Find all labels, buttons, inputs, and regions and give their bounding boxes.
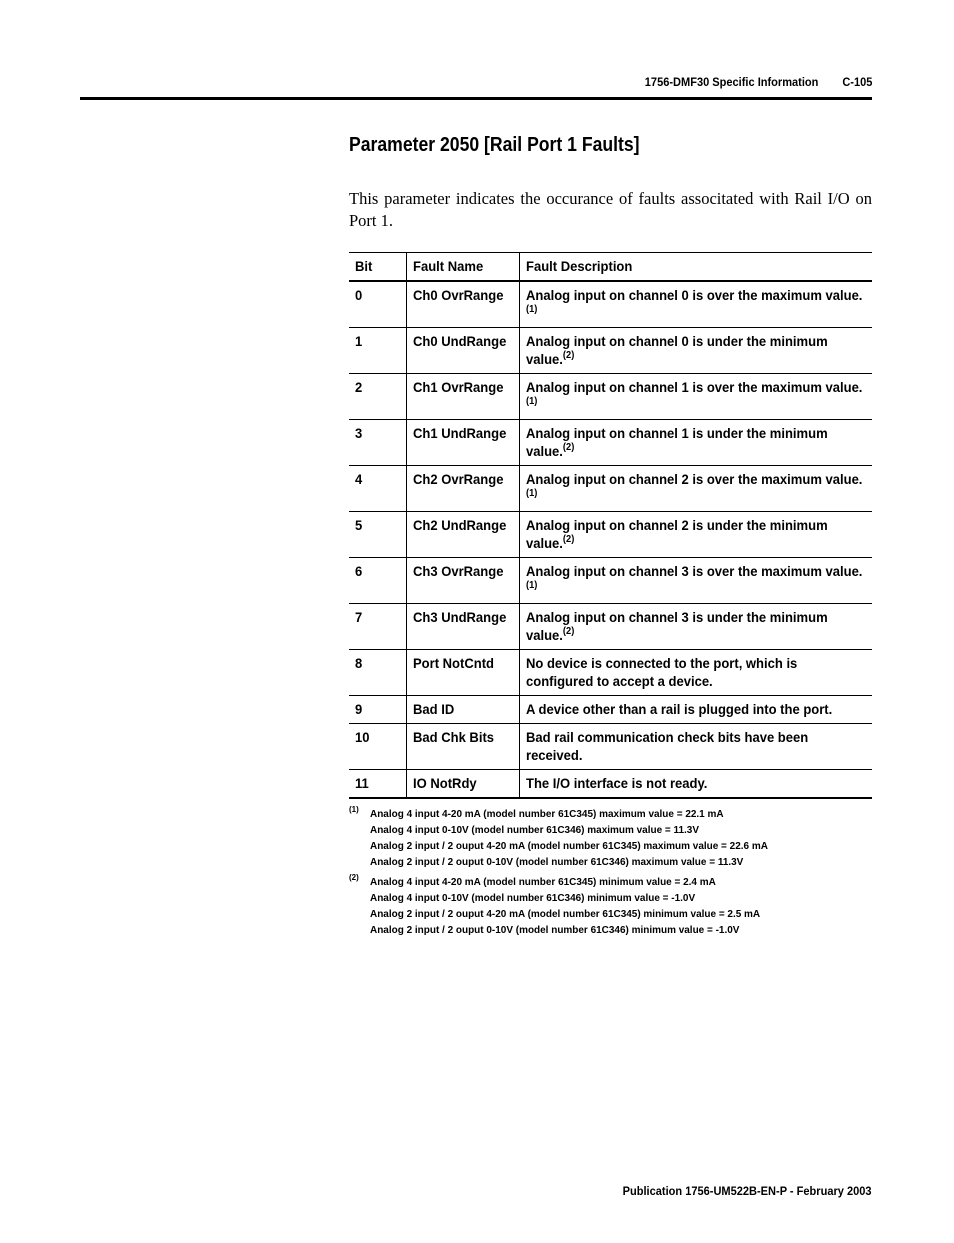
bit-cell: 6 (355, 563, 363, 579)
bit-cell: 1 (355, 333, 363, 349)
table-row (349, 420, 872, 466)
footnote-ref: (1) (525, 304, 537, 315)
fault-description-text: Analog input on channel 1 is over the maximum value. (525, 379, 862, 395)
bit-cell: 0 (355, 287, 363, 303)
fault-description-cell (519, 328, 872, 374)
header-rule (80, 97, 872, 100)
footnote-line: Analog 4 input 0-10V (model number 61C346) maximum value = 11.3V (370, 824, 700, 836)
fault-description-cell (519, 558, 872, 604)
table-row (349, 604, 872, 650)
fault-description-cell (519, 696, 872, 724)
footnote-ref: (2) (562, 626, 574, 637)
fault-description-text: No device is connected to the port, which is configured to accept a device. (525, 655, 797, 689)
fault-description-text: Bad rail communication check bits have been received. (525, 729, 808, 763)
fault-description-text: Analog input on channel 2 is over the maximum value. (525, 471, 862, 487)
page-number: C-105 (841, 75, 872, 89)
fault-table-body (349, 281, 872, 798)
fault-name-cell: Bad Chk Bits (406, 724, 519, 770)
bit-cell: 9 (355, 701, 363, 717)
fault-description-cell (519, 466, 872, 512)
bit-cell: 4 (355, 471, 363, 487)
bit-cell: 10 (355, 729, 370, 745)
fault-name-cell: IO NotRdy (406, 770, 519, 799)
table-row (349, 512, 872, 558)
column-header-bit: Bit (355, 258, 373, 274)
fault-name-cell: Ch1 OvrRange (406, 374, 519, 420)
fault-description-cell (519, 420, 872, 466)
footnotes (349, 806, 872, 942)
fault-table (349, 252, 872, 799)
footnote-line: Analog 4 input 4-20 mA (model number 61C345) minimum value = 2.4 mA (370, 876, 716, 888)
fault-description-cell (519, 281, 872, 328)
fault-description-cell (519, 770, 872, 799)
bit-cell: 3 (355, 425, 363, 441)
fault-description-text: Analog input on channel 0 is under the minimum value. (525, 333, 828, 367)
footnote-line: Analog 2 input / 2 ouput 4-20 mA (model number 61C345) maximum value = 22.6 mA (370, 840, 768, 852)
column-header-fault-name: Fault Name (406, 253, 519, 282)
table-header-row (349, 253, 872, 282)
page-title: Parameter 2050 [Rail Port 1 Faults] (349, 134, 640, 156)
table-row (349, 770, 872, 799)
table-row (349, 374, 872, 420)
fault-name-cell: Port NotCntd (406, 650, 519, 696)
footnote-line: Analog 2 input / 2 ouput 4-20 mA (model number 61C345) minimum value = 2.5 mA (370, 908, 761, 920)
table-row (349, 328, 872, 374)
intro-paragraph: This parameter indicates the occurance of faults associtated with Rail I/O on Port 1. (349, 189, 872, 230)
footnote-ref: (2) (562, 442, 574, 453)
fault-name-cell: Ch3 OvrRange (406, 558, 519, 604)
table-row (349, 281, 872, 328)
fault-name-cell: Ch0 OvrRange (406, 281, 519, 328)
bit-cell: 11 (355, 775, 369, 791)
footnote-line: Analog 2 input / 2 ouput 0-10V (model number 61C346) maximum value = 11.3V (370, 856, 744, 868)
bit-cell: 7 (355, 609, 363, 625)
fault-description-text: Analog input on channel 3 is over the maximum value. (525, 563, 862, 579)
footnote-mark: (1) (349, 805, 359, 814)
fault-description-text: Analog input on channel 2 is under the minimum value. (525, 517, 828, 551)
fault-name-cell: Ch1 UndRange (406, 420, 519, 466)
table-row (349, 650, 872, 696)
footnote (349, 874, 872, 938)
section-title: 1756-DMF30 Specific Information (644, 75, 819, 89)
footnote-line: Analog 2 input / 2 ouput 0-10V (model number 61C346) minimum value = -1.0V (370, 924, 740, 936)
table-row (349, 696, 872, 724)
fault-name-cell: Ch0 UndRange (406, 328, 519, 374)
publication-footer: Publication 1756-UM522B-EN-P - February 2003 (623, 1184, 872, 1198)
table-row (349, 558, 872, 604)
fault-description-cell (519, 650, 872, 696)
fault-description-text: Analog input on channel 0 is over the maximum value. (525, 287, 862, 303)
table-row (349, 724, 872, 770)
footnote-ref: (2) (562, 350, 574, 361)
fault-description-cell (519, 512, 872, 558)
fault-description-text: Analog input on channel 3 is under the minimum value. (525, 609, 828, 643)
fault-name-cell: Ch2 UndRange (406, 512, 519, 558)
bit-cell: 5 (355, 517, 363, 533)
footnote-ref: (2) (562, 534, 574, 545)
fault-name-cell: Bad ID (406, 696, 519, 724)
fault-name-cell: Ch3 UndRange (406, 604, 519, 650)
footnote-line: Analog 4 input 0-10V (model number 61C346) minimum value = -1.0V (370, 892, 696, 904)
footnote-mark: (2) (349, 873, 359, 882)
footnote-ref: (1) (525, 396, 537, 407)
fault-description-text: A device other than a rail is plugged into the port. (525, 701, 832, 717)
table-row (349, 466, 872, 512)
running-header (644, 75, 872, 89)
footnote (349, 806, 872, 870)
fault-description-text: Analog input on channel 1 is under the minimum value. (525, 425, 828, 459)
bit-cell: 2 (355, 379, 363, 395)
fault-description-cell (519, 604, 872, 650)
footnote-line: Analog 4 input 4-20 mA (model number 61C345) maximum value = 22.1 mA (370, 808, 724, 820)
fault-description-cell (519, 724, 872, 770)
bit-cell: 8 (355, 655, 363, 671)
footnote-ref: (1) (525, 488, 537, 499)
fault-description-text: The I/O interface is not ready. (525, 775, 707, 791)
footnote-ref: (1) (525, 580, 537, 591)
column-header-fault-description: Fault Description (519, 253, 872, 282)
fault-name-cell: Ch2 OvrRange (406, 466, 519, 512)
fault-description-cell (519, 374, 872, 420)
